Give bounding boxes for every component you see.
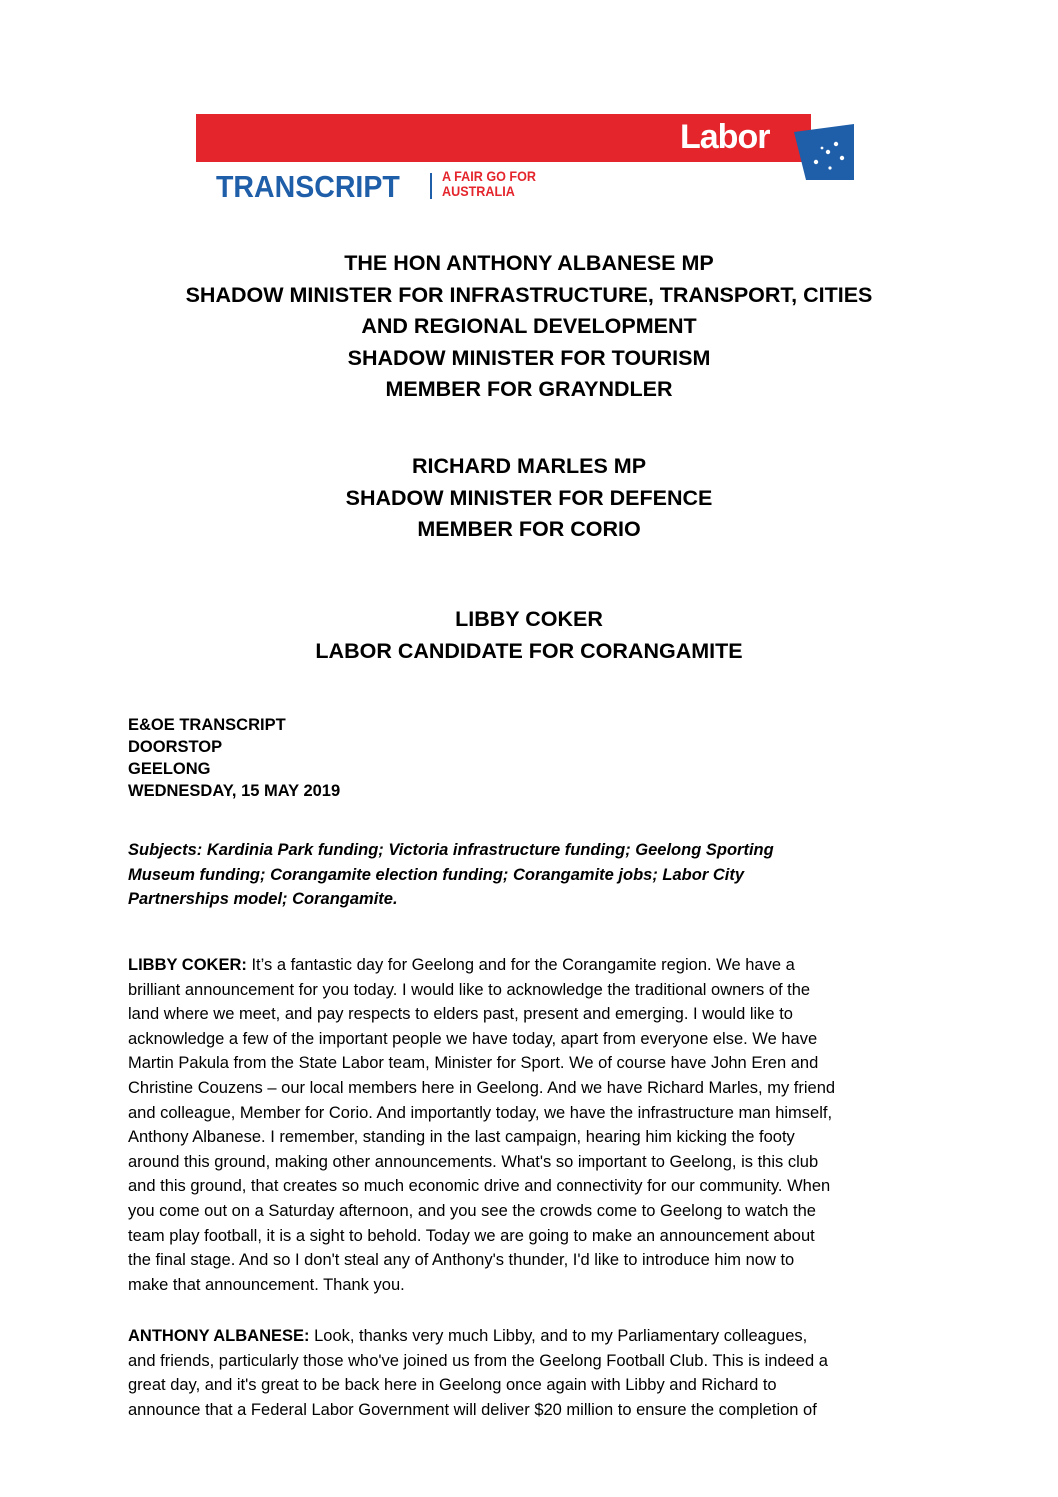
tagline-line1: A FAIR GO FOR [442,168,537,184]
title-line: SHADOW MINISTER FOR TOURISM [347,345,711,370]
paragraph-line: great day, and it's great to be back here in Geelong once again with Libby and Richard to [128,1376,777,1395]
speaker-albanese-titles [0,248,1058,406]
labor-logo-text: Labor [680,118,770,156]
meta-line: E&OE TRANSCRIPT [128,716,286,734]
title-line: SHADOW MINISTER FOR INFRASTRUCTURE, TRANSPORT, CITIES [185,282,873,307]
paragraph-line: announce that a Federal Labor Government will deliver $20 million to ensure the completion of [128,1400,817,1419]
title-line: THE HON ANTHONY ALBANESE MP [344,251,714,275]
southern-cross-flag-icon [794,124,854,180]
meta-line: DOORSTOP [128,738,223,756]
title-line: MEMBER FOR GRAYNDLER [385,377,673,401]
paragraph-line: make that announcement. Thank you. [128,1275,405,1294]
paragraph-line: and colleague, Member for Corio. And importantly today, we have the infrastructure man himself, [128,1103,833,1122]
transcript-meta [128,714,340,802]
subjects-line: Subjects: Kardinia Park funding; Victoria infrastructure funding; Geelong Sporting [128,841,774,859]
transcript-banner [196,114,854,204]
meta-date: WEDNESDAY, 15 MAY 2019 [128,782,341,800]
paragraph-anthony-albanese [128,1324,928,1422]
paragraph-line: the final stage. And so I don't steal any of Anthony's thunder, I'd like to introduce him now to [128,1251,795,1270]
tagline-line2: AUSTRALIA [442,183,515,199]
speaker-marles-titles [0,451,1058,546]
paragraph-line: brilliant announcement for you today. I would like to acknowledge the traditional owners of the [128,980,811,999]
paragraph-line: Martin Pakula from the State Labor team, Minister for Sport. We of course have John Eren and [128,1054,819,1073]
paragraph-line: Christine Couzens – our local members here in Geelong. And we have Richard Marles, my friend [128,1078,836,1097]
subjects-line: Partnerships model; Corangamite. [128,890,398,908]
paragraph-line: land where we meet, and pay respects to elders past, present and emerging. I would like to [128,1005,793,1024]
paragraph-line: team play football, it is a sight to behold. Today we are going to make an announcement about [128,1226,815,1245]
subjects [128,838,918,912]
paragraph-line: acknowledge a few of the important people we have today, apart from everyone else. We have [128,1029,818,1048]
paragraph-line: and friends, particularly those who've joined us from the Geelong Football Club. This is indeed a [128,1351,828,1370]
speaker-name: LIBBY COKER: [128,956,247,974]
subjects-line: Museum funding; Corangamite election funding; Corangamite jobs; Labor City [128,865,745,884]
meta-line: GEELONG [128,760,211,778]
tagline [442,169,536,199]
title-line: AND REGIONAL DEVELOPMENT [361,314,697,338]
banner-divider [430,173,432,199]
title-line: MEMBER FOR CORIO [417,517,641,541]
title-line: RICHARD MARLES MP [411,454,647,478]
paragraph-line: It’s a fantastic day for Geelong and for the Corangamite region. We have a [246,956,795,974]
paragraph-line: Look, thanks very much Libby, and to my Parliamentary colleagues, [309,1327,808,1345]
paragraph-libby-coker [128,953,928,1297]
title-line: SHADOW MINISTER FOR DEFENCE [345,485,713,510]
speaker-name: ANTHONY ALBANESE: [128,1327,310,1345]
transcript-label: TRANSCRIPT [216,169,400,204]
paragraph-line: around this ground, making other announcements. What's so important to Geelong, is this club [128,1152,819,1171]
speaker-coker-titles [0,604,1058,667]
paragraph-line: you come out on a Saturday afternoon, and you see the crowds come to Geelong to watch the [128,1201,816,1220]
paragraph-line: Anthony Albanese. I remember, standing in the last campaign, hearing him kicking the footy [128,1128,795,1147]
title-line: LABOR CANDIDATE FOR CORANGAMITE [315,638,743,663]
title-line: LIBBY COKER [455,607,603,631]
paragraph-line: and this ground, that creates so much economic drive and connectivity for our community. When [128,1177,831,1196]
